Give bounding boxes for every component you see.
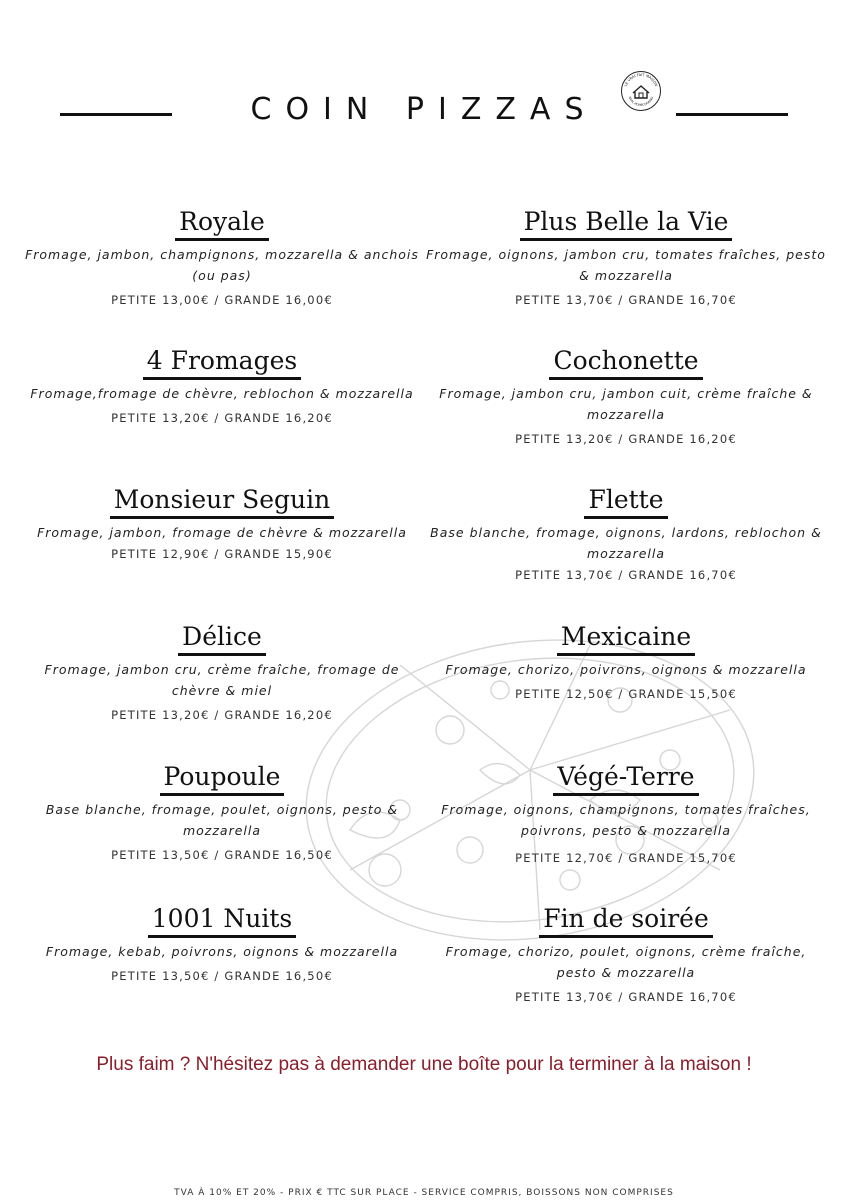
pizza-description: Fromage, jambon cru, jambon cuit, crème fraîche & mozzarella xyxy=(439,386,813,422)
homemade-logo xyxy=(620,70,662,112)
title-rule-right xyxy=(676,113,788,116)
pizza-price: PETITE 13,20€ / GRANDE 16,20€ xyxy=(515,432,737,446)
pizza-description: Fromage, oignons, jambon cru, tomates fraîches, pesto & mozzarella xyxy=(426,247,826,283)
pizza-price: PETITE 13,70€ / GRANDE 16,70€ xyxy=(515,568,737,582)
menu-item xyxy=(22,206,422,307)
pizza-name: Fin de soirée xyxy=(539,903,713,935)
pizza-price: PETITE 12,50€ / GRANDE 15,50€ xyxy=(515,687,737,701)
svg-text:REAL HOMECOOKING: REAL HOMECOOKING xyxy=(627,95,655,108)
pizza-name: Monsieur Seguin xyxy=(110,484,335,516)
pizza-price: PETITE 13,70€ / GRANDE 16,70€ xyxy=(515,293,737,307)
pizza-name: Flette xyxy=(584,484,667,516)
pizza-description: Base blanche, fromage, poulet, oignons, pesto & mozzarella xyxy=(45,802,399,838)
pizza-price: PETITE 12,70€ / GRANDE 15,70€ xyxy=(515,851,737,865)
legal-notice: TVA À 10% ET 20% - PRIX € TTC SUR PLACE - SERVICE COMPRIS, BOISSONS NON COMPRISES xyxy=(174,1188,674,1198)
menu-item xyxy=(426,206,826,307)
takeaway-note: Plus faim ? N'hésitez pas à demander une boîte pour la terminer à la maison ! xyxy=(96,1054,752,1075)
pizza-description: Fromage, oignons, champignons, tomates fraîches, poivrons, pesto & mozzarella xyxy=(441,802,811,838)
pizza-description: Fromage, chorizo, poivrons, oignons & mozzarella xyxy=(445,662,807,677)
pizza-price: PETITE 12,90€ / GRANDE 15,90€ xyxy=(111,547,333,561)
menu-item xyxy=(22,345,422,425)
pizza-name: Végé-Terre xyxy=(553,761,698,793)
pizza-description: Fromage, kebab, poivrons, oignons & mozzarella xyxy=(45,944,399,959)
pizza-name: Plus Belle la Vie xyxy=(520,206,733,238)
pizza-name: Royale xyxy=(175,206,269,238)
page-title: COIN PIZZAS xyxy=(250,92,598,127)
pizza-price: PETITE 13,70€ / GRANDE 16,70€ xyxy=(515,990,737,1004)
menu-item xyxy=(22,484,422,561)
pizza-price: PETITE 13,20€ / GRANDE 16,20€ xyxy=(111,411,333,425)
menu-item xyxy=(426,621,826,701)
pizza-name: 4 Fromages xyxy=(143,345,301,377)
pizza-description: Fromage, jambon cru, crème fraîche, fromage de chèvre & miel xyxy=(44,662,400,698)
pizza-description: Fromage, jambon, fromage de chèvre & mozzarella xyxy=(37,525,407,540)
menu-item xyxy=(426,903,826,1004)
pizza-description: Fromage, chorizo, poulet, oignons, crème fraîche, pesto & mozzarella xyxy=(445,944,807,980)
menu-item xyxy=(22,761,422,862)
menu-item xyxy=(426,761,826,865)
pizza-description: Base blanche, fromage, oignons, lardons, reblochon & mozzarella xyxy=(430,525,822,561)
svg-text:LE VRAI FAIT MAISON: LE VRAI FAIT MAISON xyxy=(623,72,659,88)
menu-item xyxy=(22,621,422,722)
pizza-price: PETITE 13,50€ / GRANDE 16,50€ xyxy=(111,969,333,983)
pizza-price: PETITE 13,50€ / GRANDE 16,50€ xyxy=(111,848,333,862)
pizza-name: Poupoule xyxy=(160,761,285,793)
pizza-name: Délice xyxy=(178,621,266,653)
pizza-name: 1001 Nuits xyxy=(148,903,296,935)
pizza-price: PETITE 13,00€ / GRANDE 16,00€ xyxy=(111,293,333,307)
pizza-description: Fromage,fromage de chèvre, reblochon & mozzarella xyxy=(30,386,414,401)
menu-item xyxy=(426,345,826,446)
menu-item xyxy=(426,484,826,582)
pizza-name: Mexicaine xyxy=(557,621,695,653)
pizza-price: PETITE 13,20€ / GRANDE 16,20€ xyxy=(111,708,333,722)
pizza-name: Cochonette xyxy=(549,345,702,377)
menu-item xyxy=(22,903,422,983)
pizza-description: Fromage, jambon, champignons, mozzarella & anchois (ou pas) xyxy=(25,247,419,283)
